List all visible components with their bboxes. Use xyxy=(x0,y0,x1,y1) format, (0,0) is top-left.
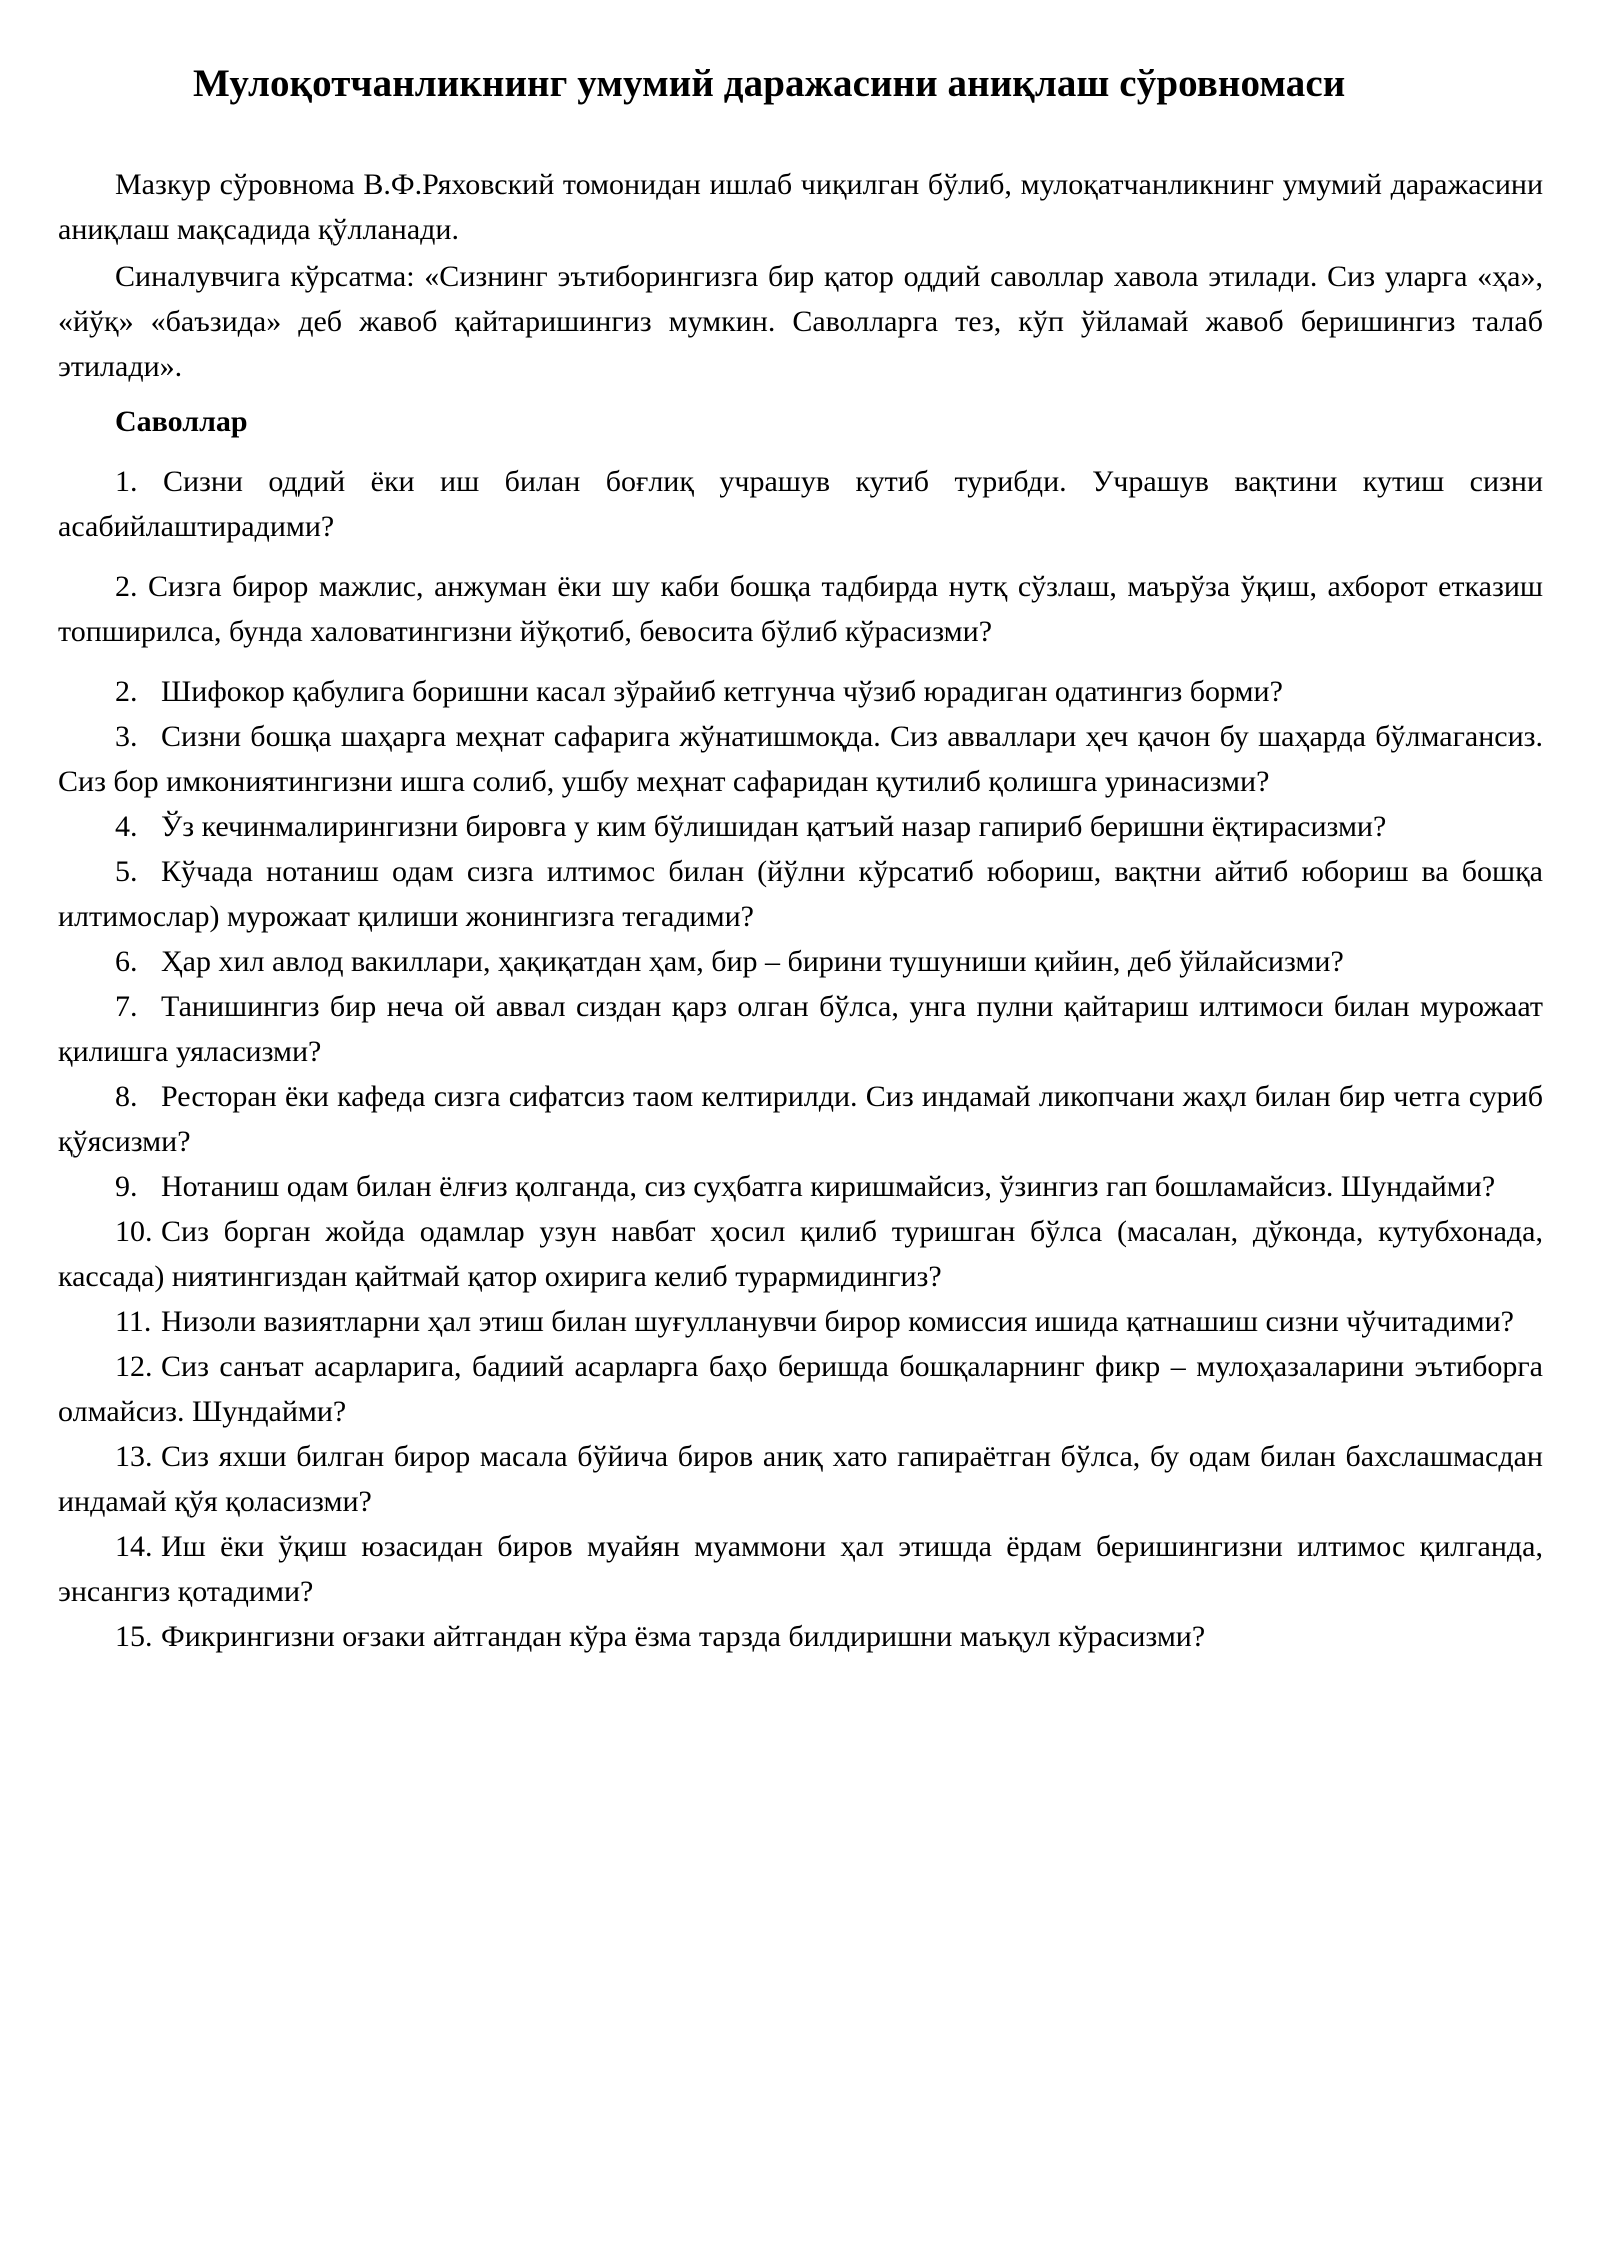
question-item xyxy=(58,1299,1543,1344)
question-number: 9. xyxy=(115,1170,138,1203)
question-number: 11. xyxy=(115,1305,152,1338)
question-text: Сиз яхши билган бирор масала бўйича биров аниқ хато гапираётган бўлса, бу одам билан бахслашмасдан индамай қўя қоласизми? xyxy=(58,1440,1543,1518)
question-number: 5. xyxy=(115,855,138,888)
document-title: Мулоқотчанликнинг умумий даражасини аниқлаш сўровномаси xyxy=(193,62,1346,105)
questions-heading: Саволлар xyxy=(115,405,248,438)
question-text: Сиз санъат асарларига, бадиий асарларга баҳо беришда бошқаларнинг фикр – мулоҳазаларини эътиборга олмайсиз. Шундайми? xyxy=(58,1350,1543,1428)
question-number: 2. xyxy=(115,675,138,708)
question-item xyxy=(58,669,1543,714)
question-number: 2. xyxy=(115,570,138,603)
question-item xyxy=(58,1344,1543,1434)
question-number: 15. xyxy=(115,1620,153,1653)
question-item xyxy=(58,804,1543,849)
instruction-paragraph: Синалувчига кўрсатма: «Сизнинг эътиборингизга бир қатор оддий саволлар хавола этилади. Сиз уларга «ҳа», «йўқ» «баъзида» деб жавоб қайтаришингиз мумкин. Саволларга тез, кўп ўйламай жавоб беришингиз талаб этилади». xyxy=(58,260,1543,383)
question-number: 10. xyxy=(115,1215,153,1248)
question-text: Иш ёки ўқиш юзасидан биров муайян муаммони ҳал этишда ёрдам беришингизни илтимос қилганда, энсангиз қотадими? xyxy=(58,1530,1543,1608)
question-text: Кўчада нотаниш одам сизга илтимос билан (йўлни кўрсатиб юбориш, вақтни айтиб юбориш ва бошқа илтимослар) мурожаат қилиши жонингизга тегадими? xyxy=(58,855,1543,933)
question-number: 4. xyxy=(115,810,138,843)
question-number: 1. xyxy=(115,465,138,498)
question-text: Сизни бошқа шаҳарга меҳнат сафарига жўнатишмоқда. Сиз авваллари ҳеч қачон бу шаҳарда бўлмагансиз. Сиз бор имкониятингизни ишга солиб, ушбу меҳнат сафаридан қутилиб қолишга уринасизми? xyxy=(58,720,1543,798)
question-item xyxy=(58,459,1543,549)
document-page xyxy=(58,0,1543,1659)
question-text: Ҳар хил авлод вакиллари, ҳақиқатдан ҳам, бир – бирини тушуниши қийин, деб ўйлайсизми? xyxy=(161,945,1344,978)
question-number: 3. xyxy=(115,720,138,753)
question-item xyxy=(58,1434,1543,1524)
question-text: Сизга бирор мажлис, анжуман ёки шу каби бошқа тадбирда нутқ сўзлаш, маърўза ўқиш, ахборот етказиш топширилса, бунда халоватингизни йўқотиб, бевосита бўлиб кўрасизми? xyxy=(58,570,1543,648)
question-item xyxy=(58,984,1543,1074)
question-number: 7. xyxy=(115,990,138,1023)
question-item xyxy=(58,564,1543,654)
question-number: 8. xyxy=(115,1080,138,1113)
question-item xyxy=(58,1614,1543,1659)
question-item xyxy=(58,849,1543,939)
question-item xyxy=(58,1524,1543,1614)
question-text: Ресторан ёки кафеда сизга сифатсиз таом келтирилди. Сиз индамай ликопчани жаҳл билан бир четга суриб қўясизми? xyxy=(58,1080,1543,1158)
question-number: 12. xyxy=(115,1350,153,1383)
question-text: Фикрингизни оғзаки айтгандан кўра ёзма тарзда билдиришни маъқул кўрасизми? xyxy=(161,1620,1206,1653)
question-text: Танишингиз бир неча ой аввал сиздан қарз олган бўлса, унга пулни қайтариш илтимоси билан мурожаат қилишга уяласизми? xyxy=(58,990,1543,1068)
question-text: Сиз борган жойда одамлар узун навбат ҳосил қилиб туришган бўлса (масалан, дўконда, кутубхонада, кассада) ниятингиздан қайтмай қатор охирига келиб турармидингиз? xyxy=(58,1215,1543,1293)
question-text: Нотаниш одам билан ёлғиз қолганда, сиз суҳбатга киришмайсиз, ўзингиз гап бошламайсиз. Шундайми? xyxy=(161,1170,1496,1203)
questions-list xyxy=(58,459,1543,1659)
question-text: Низоли вазиятларни ҳал этиш билан шуғулланувчи бирор комиссия ишида қатнашиш сизни чўчитадими? xyxy=(161,1305,1514,1338)
question-text: Шифокор қабулига боришни касал зўрайиб кетгунча чўзиб юрадиган одатингиз борми? xyxy=(161,675,1283,708)
question-number: 6. xyxy=(115,945,138,978)
question-item xyxy=(58,939,1543,984)
question-number: 13. xyxy=(115,1440,153,1473)
question-item xyxy=(58,714,1543,804)
question-text: Ўз кечинмалирингизни бировга у ким бўлишидан қатъий назар гапириб беришни ёқтирасизми? xyxy=(161,810,1387,843)
question-text: Сизни оддий ёки иш билан боғлиқ учрашув кутиб турибди. Учрашув вақтини кутиш сизни асабийлаштирадими? xyxy=(58,465,1544,543)
question-item xyxy=(58,1164,1543,1209)
question-item xyxy=(58,1209,1543,1299)
question-item xyxy=(58,1074,1543,1164)
question-number: 14. xyxy=(115,1530,153,1563)
intro-paragraph: Мазкур сўровнома В.Ф.Ряховский томонидан ишлаб чиқилган бўлиб, мулоқатчанликнинг умумий даражасини аниқлаш мақсадида қўлланади. xyxy=(58,168,1543,246)
